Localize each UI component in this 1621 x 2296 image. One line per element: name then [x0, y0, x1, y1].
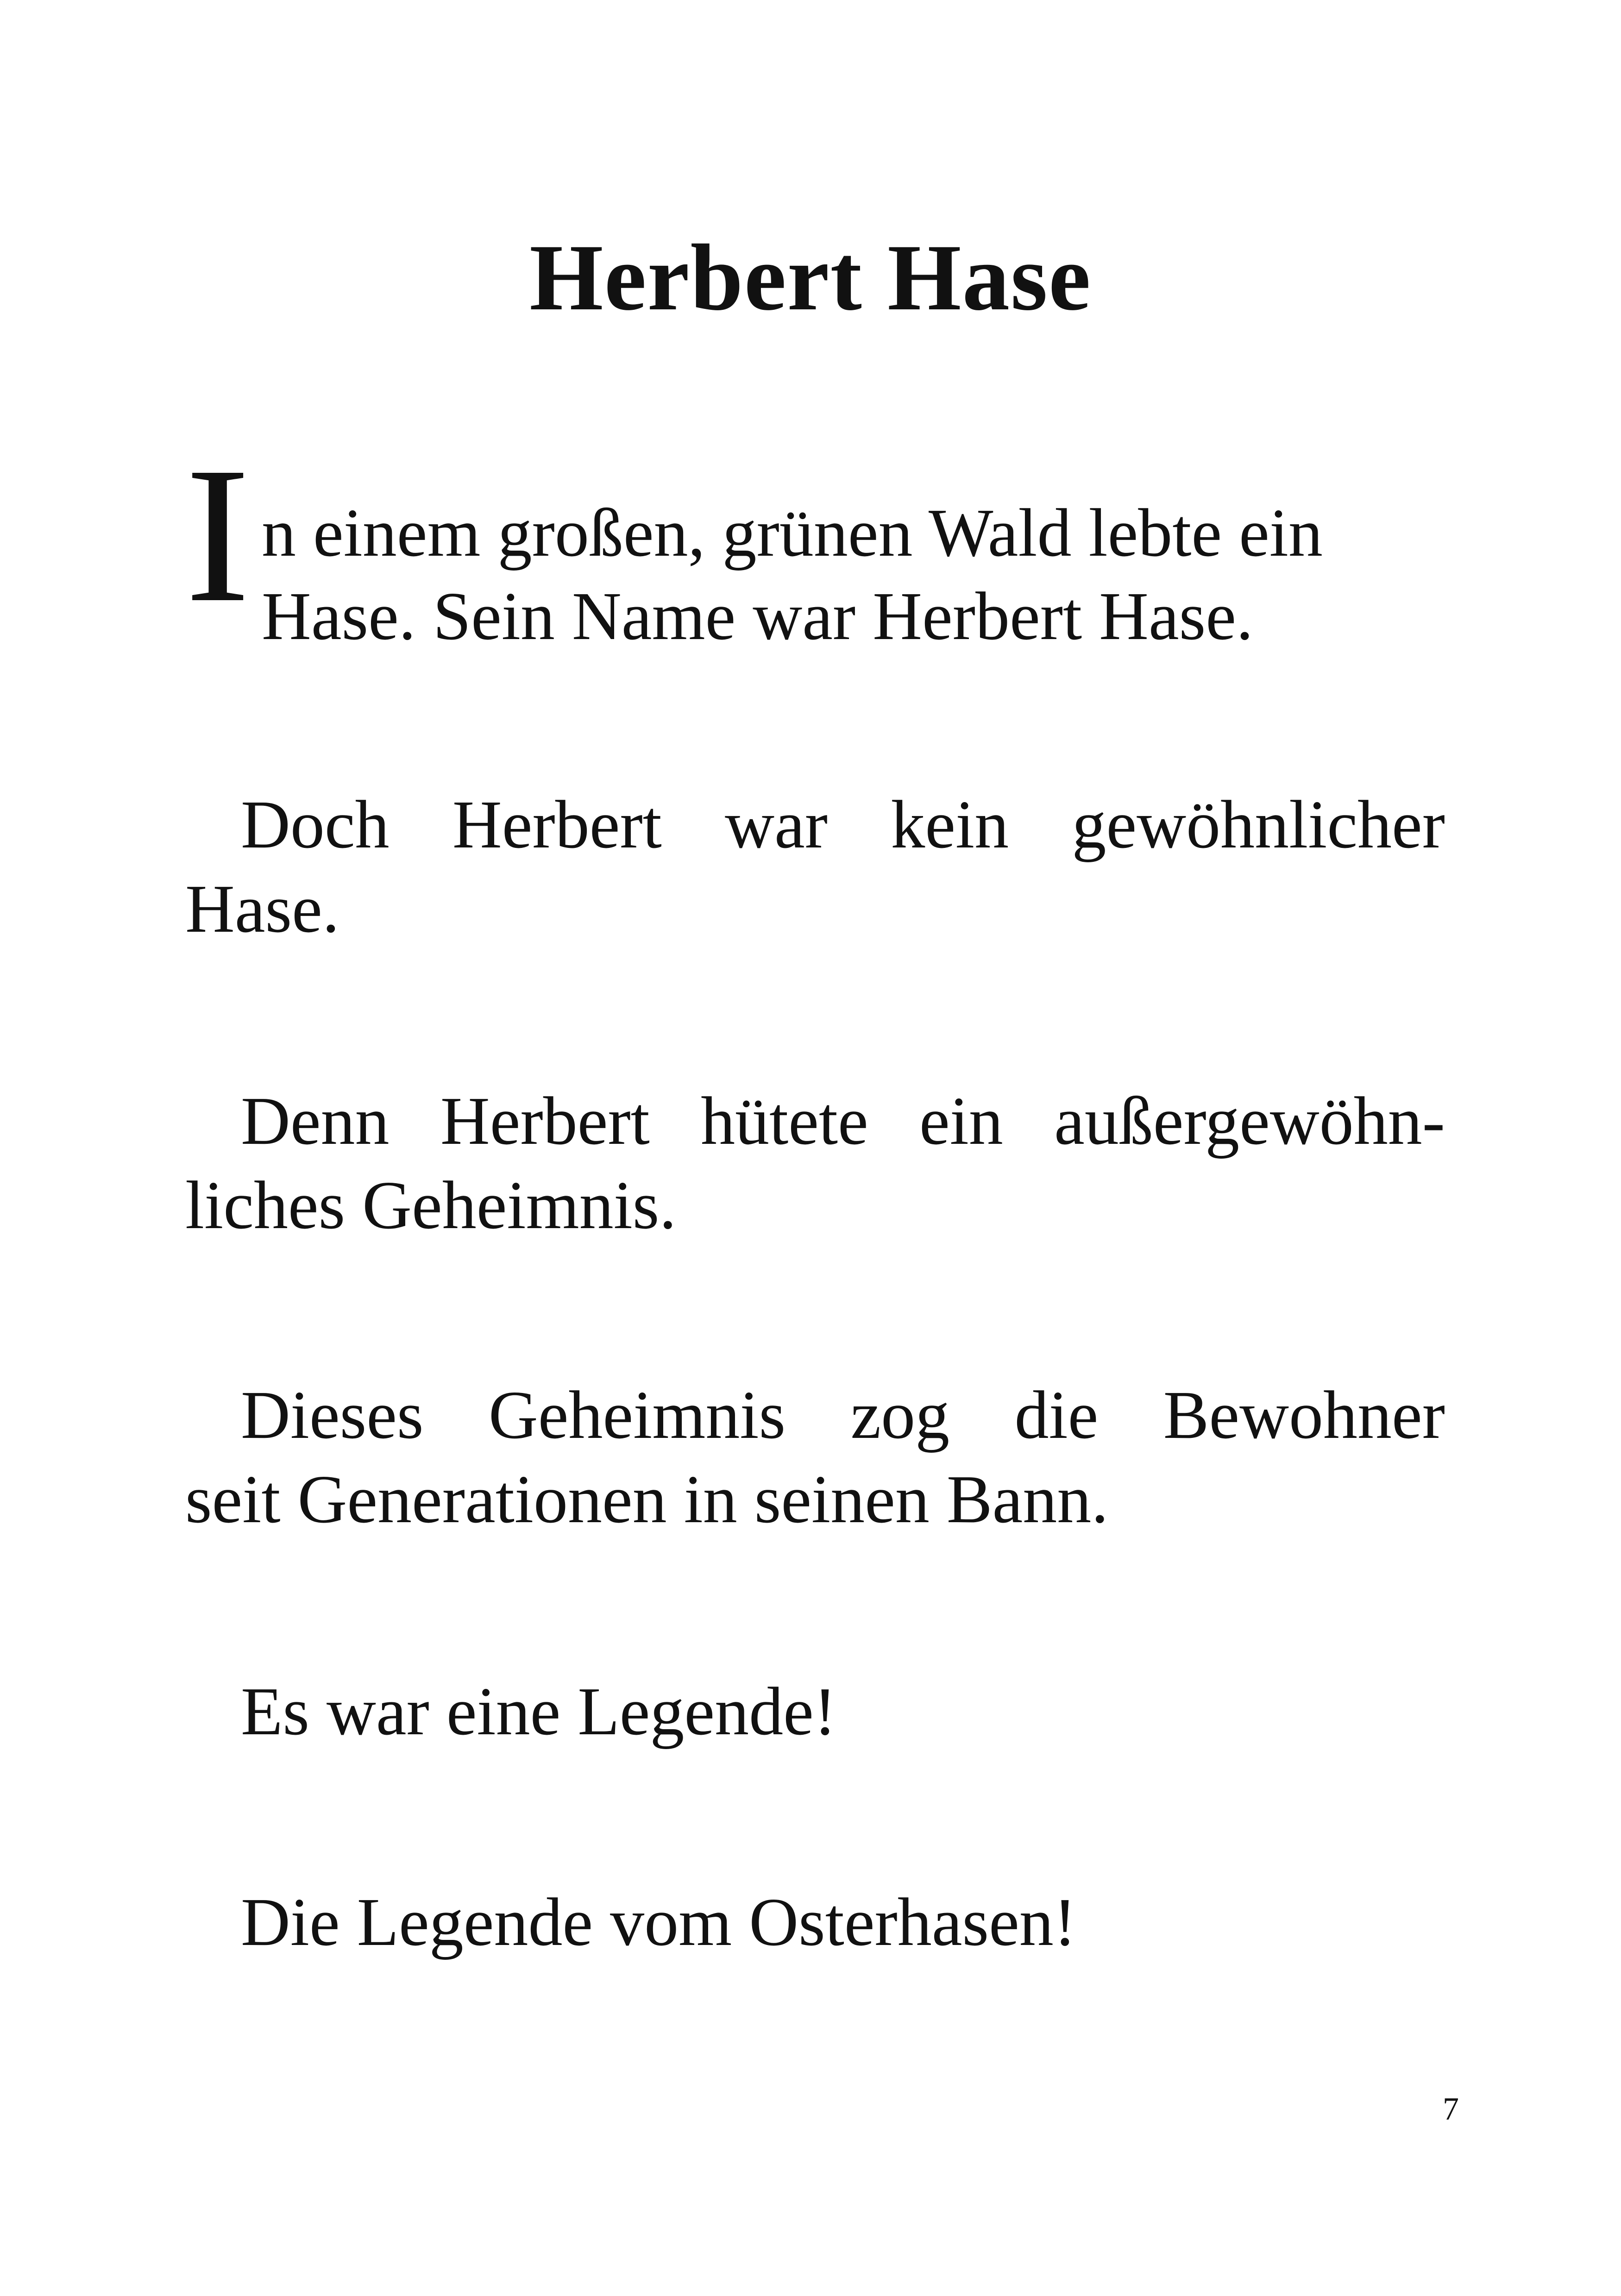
- page-title: Herbert Hase: [529, 225, 1092, 330]
- page-number: 7: [1443, 2091, 1459, 2127]
- paragraph-2-line-2: liches Geheimnis.: [185, 1167, 677, 1243]
- paragraph-3-line-2: seit Generationen in seinen Bann.: [185, 1462, 1109, 1537]
- paragraph-1-line-1: Doch Herbert war kein gewöhnlicher: [241, 787, 1445, 863]
- paragraph-2-line-1: Denn Herbert hütete ein außergewöhn-: [241, 1083, 1445, 1159]
- drop-cap-letter: I: [185, 427, 250, 642]
- paragraph-1: [185, 783, 1445, 951]
- intro-line-1: n einem großen, grünen Wald lebte ein: [262, 495, 1323, 571]
- paragraph-1-line-2: Hase.: [185, 871, 339, 947]
- paragraph-4-line-1: Es war eine Legende!: [241, 1674, 837, 1750]
- intro-line-2: Hase. Sein Name war Herbert Hase.: [262, 578, 1254, 654]
- paragraph-3: [185, 1373, 1445, 1542]
- paragraph-3-line-1: Dieses Geheimnis zog die Bewohner: [241, 1377, 1445, 1453]
- paragraph-5: [185, 1880, 1445, 1964]
- paragraph-2: [185, 1079, 1445, 1248]
- paragraph-4: [185, 1669, 1445, 1754]
- paragraph-5-line-1: Die Legende vom Osterhasen!: [241, 1884, 1077, 1960]
